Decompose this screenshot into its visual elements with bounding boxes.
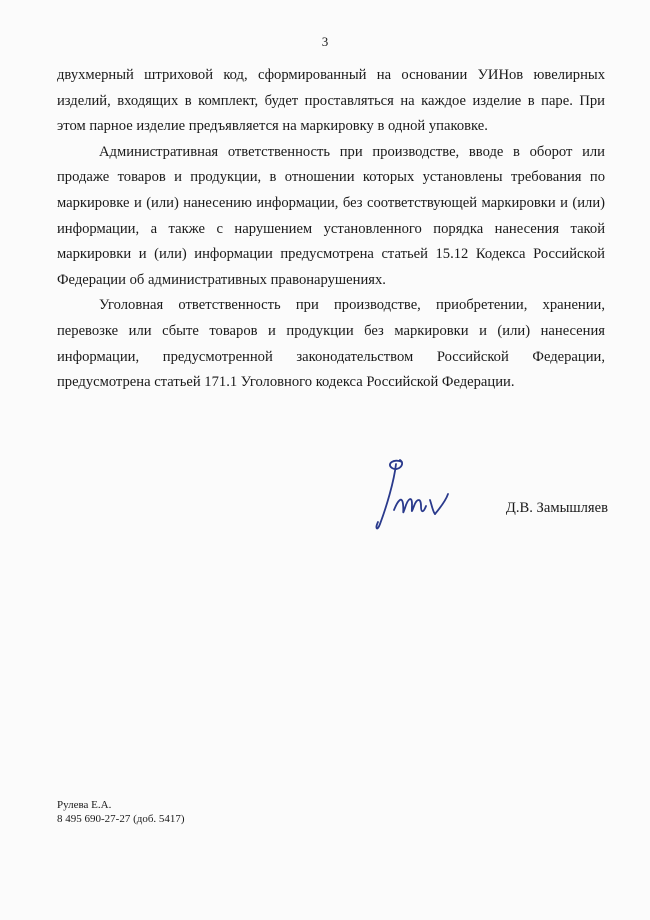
letter-body <box>57 63 605 396</box>
paragraph-continuation: двухмерный штриховой код, сформированный на основании УИНов ювелирных изделий, входящих в комплект, будет проставляться на каждое изделие в паре. При этом парное изделие предъявляется на маркировку в одной упаковке. <box>57 67 605 135</box>
handwritten-signature <box>372 452 464 536</box>
signer-name: Д.В. Замышляев <box>505 500 608 516</box>
paragraph-administrative-liability: Административная ответственность при производстве, вводе в оборот или продаже товаров и продукции, в отношении которых установлены требования по маркировке и (или) нанесению информации, без соответствующей маркировки и (или) информации, а также с нарушением установленного порядка нанесения такой маркировки и (или) информации предусмотрена статьей 15.12 Кодекса Российской Федерации об административных правонарушениях. <box>57 143 605 288</box>
page-number: 3 <box>321 34 329 49</box>
paragraph-criminal-liability: Уголовная ответственность при производстве, приобретении, хранении, перевозке или сбыте товаров и продукции без маркировки и (или) нанесения информации, предусмотренной законодательством Российской Федерации, предусмотрена статьей 171.1 Уголовного кодекса Российской Федерации. <box>57 297 605 391</box>
executor-name: Рулева Е.А. <box>57 799 112 811</box>
executor-phone: 8 495 690-27-27 (доб. 5417) <box>57 813 185 825</box>
executor-contact <box>57 798 185 826</box>
